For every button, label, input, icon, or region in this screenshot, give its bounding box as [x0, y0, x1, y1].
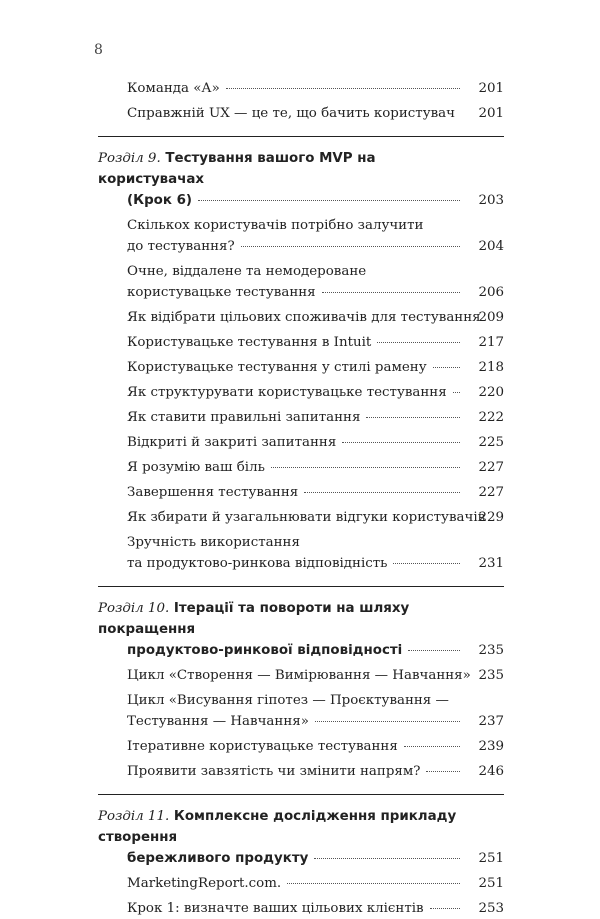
chapter-label: Розділ 10.	[98, 601, 170, 616]
toc-page-number: 231	[478, 556, 504, 571]
toc-entry-line	[127, 553, 460, 574]
toc-page-number: 217	[478, 335, 504, 350]
dot-leader	[393, 562, 460, 564]
toc-entry-line	[127, 457, 460, 478]
dot-leader	[426, 770, 460, 772]
toc-entry-line	[127, 873, 460, 894]
toc-entry[interactable]	[98, 898, 504, 919]
toc-entry-title: Як ставити правильні запитання	[127, 410, 361, 425]
toc-entry-line	[127, 898, 460, 919]
toc-entry-line	[127, 690, 460, 711]
toc-entry[interactable]	[98, 507, 504, 528]
toc-page-number: 222	[478, 410, 504, 425]
toc-page-number: 239	[478, 739, 504, 754]
toc-entry-title: до тестування?	[127, 239, 235, 254]
toc-page-number: 201	[478, 81, 504, 96]
toc-entry-title: Проявити завзятість чи змінити напрям?	[127, 764, 421, 779]
section-divider	[98, 136, 504, 137]
dot-leader	[314, 857, 460, 859]
dot-leader	[287, 882, 460, 884]
toc-page-number: 225	[478, 435, 504, 450]
section-divider	[98, 794, 504, 795]
toc-entry[interactable]	[98, 332, 504, 353]
chapter-label: Розділ 9.	[98, 151, 161, 166]
toc-entry-title: Цикл «Висування гіпотез — Проєктування —	[127, 693, 449, 708]
toc-entry-title: Справжній UX — це те, що бачить користувач	[127, 106, 455, 121]
dot-leader	[322, 291, 460, 293]
dot-leader	[453, 391, 460, 393]
toc-entry-line	[127, 407, 460, 428]
toc-page-number: 229	[478, 510, 504, 525]
chapter-title: (Крок 6)	[127, 193, 193, 208]
toc-entry-line	[127, 736, 460, 757]
dot-leader	[271, 466, 460, 468]
toc-entry-line	[127, 507, 486, 528]
toc-entry-title: Користувацьке тестування в Intuit	[127, 335, 372, 350]
toc-entry-title: Я розумію ваш біль	[127, 460, 265, 475]
toc-entry[interactable]	[98, 665, 504, 686]
toc-entry-line	[127, 665, 471, 686]
toc-entry-title: Зручність використання	[127, 535, 300, 550]
toc-entry-title: Користувацьке тестування у стилі рамену	[127, 360, 427, 375]
toc-entry[interactable]	[98, 482, 504, 503]
toc-page-number: 201	[478, 106, 504, 121]
toc-entry-title: Завершення тестування	[127, 485, 299, 500]
chapter-title: Тестування вашого MVP на користувачах	[98, 151, 376, 187]
dot-leader	[366, 416, 460, 418]
toc-page-number: 218	[478, 360, 504, 375]
toc-entry-title: MarketingReport.com.	[127, 876, 282, 891]
dot-leader	[226, 87, 460, 89]
chapter-title-line	[98, 640, 460, 661]
toc-entry-line	[127, 78, 460, 99]
toc-entry-title: Як відібрати цільових споживачів для тестування	[127, 310, 481, 325]
toc-entry[interactable]	[98, 407, 504, 428]
toc-entry-line	[127, 432, 460, 453]
dot-leader	[342, 441, 460, 443]
dot-leader	[404, 745, 460, 747]
toc-entry-title: Крок 1: визначте ваших цільових клієнтів	[127, 901, 424, 916]
toc-entry[interactable]	[98, 103, 504, 124]
toc-page-number: 237	[478, 714, 504, 729]
chapter-heading[interactable]	[98, 148, 504, 211]
toc-entry-line	[127, 357, 460, 378]
chapter-title-line	[98, 809, 456, 845]
toc-page-number: 235	[478, 668, 504, 683]
chapter-heading[interactable]	[98, 598, 504, 661]
dot-leader	[304, 491, 460, 493]
toc-entry-title: Очне, віддалене та немодероване	[127, 264, 367, 279]
toc-entry-line	[127, 307, 481, 328]
toc-entry[interactable]	[98, 736, 504, 757]
toc-entry[interactable]	[98, 690, 504, 732]
dot-leader	[433, 366, 460, 368]
chapter-title-line	[98, 848, 460, 869]
toc-entry-title: Як структурувати користувацьке тестування	[127, 385, 447, 400]
toc-entry[interactable]	[98, 761, 504, 782]
chapter-title-line	[98, 151, 376, 187]
chapter-title: бережливого продукту	[127, 851, 309, 866]
toc-entry[interactable]	[98, 432, 504, 453]
toc-entry[interactable]	[98, 261, 504, 303]
toc-entry-line	[127, 482, 460, 503]
toc-entry[interactable]	[98, 457, 504, 478]
toc-page-number: 227	[478, 485, 504, 500]
toc-page-number: 204	[478, 239, 504, 254]
toc-page-number: 251	[478, 876, 504, 891]
chapter-title: продуктово-ринкової відповідності	[127, 643, 403, 658]
toc-page-number: 209	[478, 310, 504, 325]
chapter-title-line	[98, 190, 460, 211]
toc-entry-line	[127, 532, 460, 553]
toc-entry-title: Тестування — Навчання»	[127, 714, 309, 729]
toc-entry-line	[127, 215, 460, 236]
page-number: 8	[94, 42, 103, 58]
toc-entry-line	[127, 382, 460, 403]
section-divider	[98, 586, 504, 587]
toc-entry-line	[127, 282, 460, 303]
dot-leader	[408, 649, 460, 651]
chapter-title-line	[98, 601, 409, 637]
toc-entry-line	[127, 103, 460, 124]
toc-entry-title: Скількох користувачів потрібно залучити	[127, 218, 424, 233]
chapter-heading[interactable]	[98, 806, 504, 869]
chapter-title: Комплексне дослідження прикладу створення	[98, 809, 457, 845]
toc-entry-line	[127, 261, 460, 282]
toc-entry-title: Цикл «Створення — Вимірювання — Навчання»	[127, 668, 471, 683]
toc-entry-line	[127, 332, 460, 353]
toc-entry[interactable]	[98, 215, 504, 257]
table-of-contents	[98, 74, 504, 919]
toc-entry-line	[127, 761, 460, 782]
toc-entry-title: Ітеративне користувацьке тестування	[127, 739, 398, 754]
toc-entry-title: користувацьке тестування	[127, 285, 316, 300]
toc-entry[interactable]	[98, 382, 504, 403]
toc-page-number: 253	[478, 901, 504, 916]
dot-leader	[198, 199, 460, 201]
toc-page-number: 206	[478, 285, 504, 300]
chapter-label: Розділ 11.	[98, 809, 170, 824]
dot-leader	[430, 907, 460, 909]
toc-entry-title: Як збирати й узагальнювати відгуки користувачів	[127, 510, 486, 525]
toc-page-number: 220	[478, 385, 504, 400]
dot-leader	[315, 720, 460, 722]
toc-entry-title: Відкриті й закриті запитання	[127, 435, 337, 450]
toc-entry-line	[127, 711, 460, 732]
dot-leader	[377, 341, 460, 343]
toc-entry[interactable]	[98, 873, 504, 894]
toc-entry[interactable]	[98, 357, 504, 378]
chapter-title: Ітерації та повороти на шляху покращення	[98, 601, 410, 637]
toc-entry[interactable]	[98, 78, 504, 99]
toc-entry[interactable]	[98, 307, 504, 328]
toc-page-number: 203	[478, 193, 504, 208]
toc-entry-title: Команда «А»	[127, 81, 220, 96]
toc-page-number: 246	[478, 764, 504, 779]
toc-page-number: 227	[478, 460, 504, 475]
toc-entry-title: та продуктово-ринкова відповідність	[127, 556, 388, 571]
dot-leader	[241, 245, 460, 247]
toc-page-number: 251	[478, 851, 504, 866]
toc-entry-line	[127, 236, 460, 257]
toc-entry[interactable]	[98, 532, 504, 574]
toc-page-number: 235	[478, 643, 504, 658]
